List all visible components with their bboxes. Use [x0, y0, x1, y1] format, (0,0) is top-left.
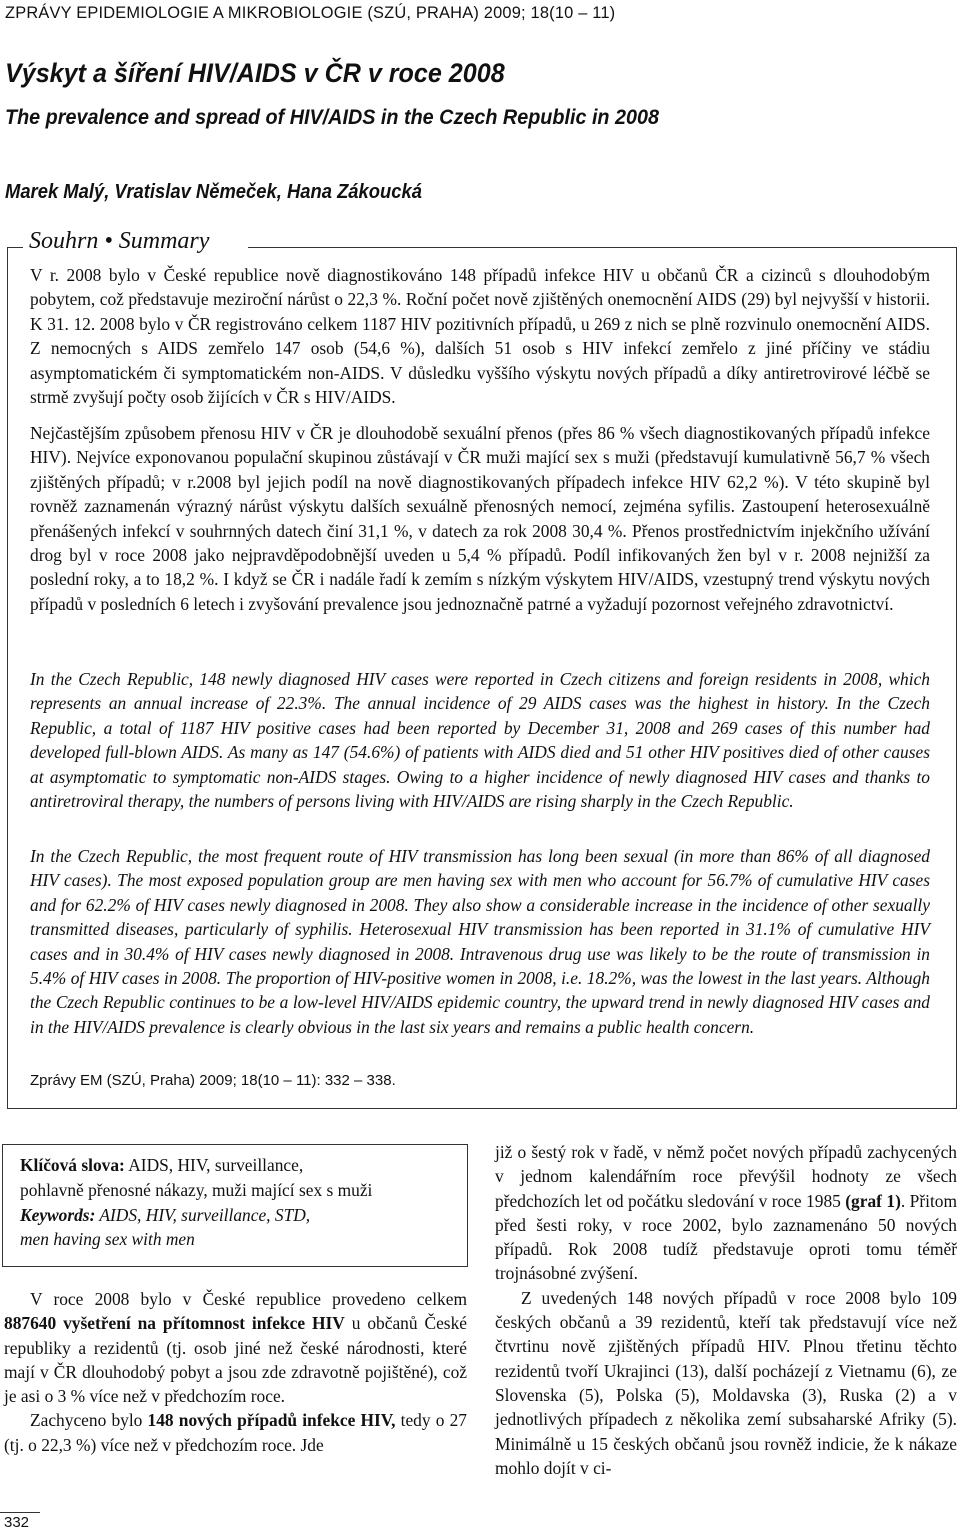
body-left-paragraph-2 [4, 1408, 467, 1457]
keywords-en-line-2: men having sex with men [20, 1229, 195, 1249]
abstract-cz-paragraph-1: V r. 2008 bylo v České republice nově diagnostikováno 148 případů infekce HIV u občanů ČR a cizinců s dlouhodobým pobytem, což představuje meziroční nárůst o 22,3 %. Roční počet nově zjištěných onemocnění AIDS (29) byl nejvyšší v historii. K 31. 12. 2008 bylo v ČR registrováno celkem 1187 HIV pozitivních případů, u 269 z nich se plně rozvinulo onemocnění AIDS. Z nemocných s AIDS zemřelo 147 osob (54,6 %), dalších 51 osob s HIV infekcí zemřelo z jiné příčiny ve stádiu asymptomatickém či symptomatickém non-AIDS. V důsledku vyššího výskytu nových případů a díky antiretrovirové léčbě se strmě zvyšují počty osob žijících v ČR s HIV/AIDS. [30, 265, 930, 408]
journal-header: ZPRÁVY EPIDEMIOLOGIE A MIKROBIOLOGIE (SZÚ, PRAHA) 2009; 18(10 – 11) [5, 4, 616, 22]
keywords-cz-line-2: pohlavně přenosné nákazy, muži mající sex s muži [20, 1180, 373, 1200]
keywords-cz-label: Klíčová slova: [20, 1155, 125, 1175]
abstract-cz-paragraph-2: Nejčastějším způsobem přenosu HIV v ČR je dlouhodobě sexuální přenos (přes 86 % všech diagnostikovaných případů infekce HIV). Nejvíce exponovanou populační skupinou zůstávají v ČR muži mající sex s muži (představují kumulativně 56,7 % všech zjištěných případů; v r.2008 byl jejich podíl na nově diagnostikovaných případech infekce HIV 62,2 %). V této skupině byl rovněž zaznamenán výrazný nárůst výskytu dalších sexuálně přenosných nemocí, zejména syfilis. Zastoupení heterosexuálně přenášených infekcí v souhrnných datech činí 31,1 %, v datech za rok 2008 30,4 %. Přenos prostřednictvím injekčního užívání drog byl v roce 2008 jako nejpravděpodobnější uveden u 5,4 % případů. Podíl infikovaných žen byl v r. 2008 nejnižší za poslední roky, a to 18,2 %. I když se ČR i nadále řadí k zemím s nízkým výskytem HIV/AIDS, vzestupný trend výskytu nových případů v posledních 6 letech i zvyšování prevalence jsou jednoznačně patrné a vyžadují pozornost veřejného zdravotnictví. [30, 423, 930, 614]
page-number-rule [0, 1512, 40, 1513]
body-column-left [4, 1287, 467, 1457]
page-number: 332 [4, 1514, 30, 1531]
body-left-paragraph-1 [4, 1287, 467, 1408]
keywords-box [2, 1144, 468, 1267]
body-emphasis: 887640 vyšetření na přítomnost infekce HIV [4, 1313, 345, 1334]
body-text: V roce 2008 bylo v České republice provedeno celkem [30, 1289, 467, 1309]
article-title: Výskyt a šíření HIV/AIDS v ČR v roce 2008 [5, 58, 505, 88]
keywords-en-text-1: AIDS, HIV, surveillance, STD, [95, 1205, 311, 1225]
body-text: Zachyceno bylo [30, 1410, 148, 1431]
body-text: u občanů České republiky a rezidentů (tj. osob jiné než české národnosti, které mají v ČR dlouhodobý pobyt a jsou zde zdravotně pojištěné), což je asi o 3 % více než v předchozím roce. [4, 1313, 467, 1407]
body-right-paragraph-1 [495, 1140, 957, 1286]
keywords-cz-line-1 [20, 1155, 303, 1176]
authors: Marek Malý, Vratislav Němeček, Hana Zákoucká [5, 181, 422, 203]
citation: Zprávy EM (SZÚ, Praha) 2009; 18(10 – 11): 332 – 338. [30, 1072, 396, 1089]
summary-heading: Souhrn • Summary [29, 228, 210, 254]
keywords-en-line-1 [20, 1205, 310, 1226]
article-title-english: The prevalence and spread of HIV/AIDS in the Czech Republic in 2008 [5, 105, 660, 129]
summary-rule-left [7, 247, 23, 248]
abstract-en-paragraph-2: In the Czech Republic, the most frequent route of HIV transmission has long been sexual (in more than 86% of all diagnosed HIV cases). The most exposed population group are men having sex with men who account for 56.7% of cumulative HIV cases and for 62.2% of HIV cases newly diagnosed in 2008. They also show a considerable increase in the incidence of other sexually transmitted diseases, particularly of syphilis. Heterosexual HIV transmission has been reported in 31.1% of cumulative HIV cases and in 30.4% of HIV cases newly diagnosed in 2008. Intravenous drug use was likely to be the route of transmission in 5.4% of HIV cases in 2008. The proportion of HIV-positive women in 2008, i.e. 18.2%, was the lowest in the last years. Although the Czech Republic continues to be a low-level HIV/AIDS epidemic country, the upward trend in newly diagnosed HIV cases and in the HIV/AIDS prevalence is clearly obvious in the last six years and remains a public health concern. [30, 846, 930, 1037]
keywords-en-label: Keywords: [20, 1205, 96, 1225]
summary-rule-right [248, 247, 957, 248]
body-right-paragraph-2: Z uvedených 148 nových případů v roce 2008 bylo 109 českých občanů a 39 rezidentů, kteří tak představují více než čtvrtinu nově zjištěných případů HIV. Plnou třetinu těchto rezidentů tvoří Ukrajinci (13), další pocházejí z Vietnamu (6), ze Slovenska (5), Polska (5), Moldavska (3), Ruska (2) a v jednotlivých případech z několika zemí subsaharské Afriky (5). Minimálně u 15 českých občanů jsou rovněž indicie, že k nákaze mohlo dojít v ci- [495, 1287, 957, 1478]
abstract-en-paragraph-1: In the Czech Republic, 148 newly diagnosed HIV cases were reported in Czech citizens and foreign residents in 2008, which represents an annual increase of 22.3%. The annual incidence of 29 AIDS cases was the highest in history. In the Czech Republic, a total of 1187 HIV positive cases had been reported by December 31, 2008 and 269 cases of this number had developed full-blown AIDS. As many as 147 (54.6%) of patients with AIDS died and 51 other HIV positives died of other causes at asymptomatic to symptomatic non-AIDS stages. Owing to a higher incidence of newly diagnosed HIV cases and thanks to antiretroviral therapy, the numbers of persons living with HIV/AIDS are rising sharply in the Czech Republic. [30, 669, 930, 812]
figure-reference[interactable]: (graf 1) [845, 1190, 901, 1211]
body-column-right [495, 1140, 957, 1480]
body-text: . Přitom před šesti roky, v roce 2002, bylo zaznamenáno 50 nových případů. Rok 2008 tudíž představuje oproti tomu téměř trojnásobné zvýšení. [495, 1190, 957, 1284]
body-emphasis: 148 nových případů infekce HIV, [147, 1410, 396, 1431]
keywords-cz-text-1: AIDS, HIV, surveillance, [124, 1155, 304, 1175]
body-text: tedy o 27 (tj. o 22,3 %) více než v předchozím roce. Jde [4, 1410, 467, 1455]
body-text: již o šestý rok v řadě, v němž počet nových případů zachycených v jednom kalendářním roce převýšil hodnoty ze všech předchozích let od počátku sledování v roce 1985 [495, 1142, 957, 1211]
